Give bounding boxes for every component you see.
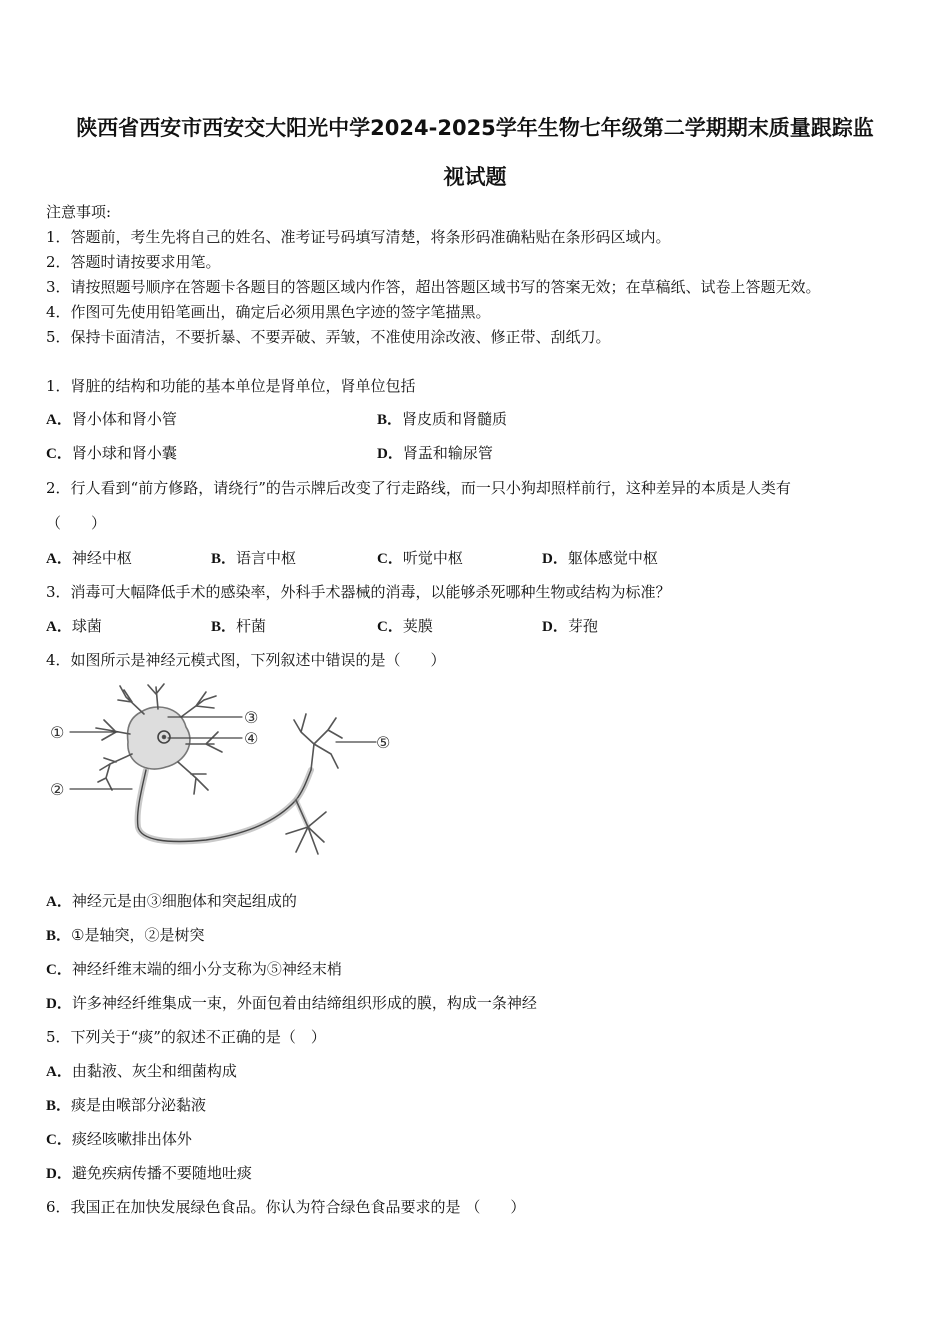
question-5-option-b (46, 1095, 206, 1116)
option-label: D． (46, 1166, 72, 1182)
option-text: 躯体感觉中枢 (567, 549, 658, 567)
notice-item: 5．保持卡面清洁，不要折暴、不要弄破、弄皱，不准使用涂改液、修正带、刮纸刀。 (46, 328, 611, 346)
option-text: 肾小球和肾小囊 (71, 444, 177, 462)
question-4-option-b (46, 925, 204, 946)
option-text: 杆菌 (236, 617, 267, 635)
notice-item: 1．答题前，考生先将自己的姓名、准考证号码填写清楚，将条形码准确粘贴在条形码区域内。 (46, 228, 671, 246)
option-label: C． (377, 619, 403, 635)
option-label: C． (46, 962, 72, 978)
option-text: 球菌 (71, 617, 102, 635)
question-2-stem-cont: （ ） (46, 514, 107, 532)
option-label: B． (211, 551, 237, 567)
question-2-option-d (542, 548, 658, 569)
question-4-option-a (46, 891, 297, 912)
option-text: 听觉中枢 (402, 549, 463, 567)
question-5-stem: 5．下列关于“痰”的叙述不正确的是（ ） (46, 1028, 326, 1046)
question-3-option-b (211, 616, 266, 637)
option-text: ①是轴突，②是树突 (71, 926, 205, 944)
option-label: B． (211, 619, 237, 635)
option-text: 许多神经纤维集成一束，外面包着由结缔组织形成的膜，构成一条神经 (71, 994, 537, 1012)
label-1: ① (50, 723, 65, 742)
option-text: 语言中枢 (236, 549, 297, 567)
option-label: A． (46, 1064, 72, 1080)
question-4-stem: 4．如图所示是神经元模式图，下列叙述中错误的是（ ） (46, 651, 446, 669)
question-4-option-c (46, 959, 342, 980)
document-title-line2: 视试题 (443, 165, 507, 189)
option-label: C． (377, 551, 403, 567)
notice-item: 2．答题时请按要求用笔。 (46, 253, 221, 271)
question-3-option-a (46, 616, 102, 637)
notice-heading: 注意事项: (46, 203, 112, 221)
option-text: 痰经咳嗽排出体外 (71, 1130, 192, 1148)
option-text: 芽孢 (567, 617, 598, 635)
option-text: 避免疾病传播不要随地吐痰 (71, 1164, 252, 1182)
question-4-option-d (46, 993, 537, 1014)
question-2-stem: 2．行人看到“前方修路，请绕行”的告示牌后改变了行走路线，而一只小狗却照样前行，这种差异的本质是人类有 (46, 479, 791, 497)
option-label: D． (542, 551, 568, 567)
notice-item: 3．请按照题号顺序在答题卡各题目的答题区域内作答，超出答题区域书写的答案无效；在草稿纸、试卷上答题无效。 (46, 278, 821, 296)
option-label: A． (46, 551, 72, 567)
question-3-option-d (542, 616, 598, 637)
option-text: 肾皮质和肾髓质 (402, 410, 508, 428)
label-5: ⑤ (376, 733, 391, 752)
question-1-option-b (377, 409, 507, 430)
option-label: B． (377, 412, 403, 428)
option-text: 由黏液、灰尘和细菌构成 (71, 1062, 237, 1080)
question-1-option-c (46, 443, 177, 464)
option-label: A． (46, 894, 72, 910)
question-2-option-a (46, 548, 132, 569)
option-text: 荚膜 (402, 617, 433, 635)
option-label: A． (46, 619, 72, 635)
option-label: C． (46, 1132, 72, 1148)
question-2-option-c (377, 548, 463, 569)
option-label: D． (542, 619, 568, 635)
option-text: 肾盂和输尿管 (402, 444, 493, 462)
option-label: D． (46, 996, 72, 1012)
question-5-option-d (46, 1163, 252, 1184)
option-text: 肾小体和肾小管 (71, 410, 177, 428)
label-3: ③ (244, 708, 259, 727)
question-6-stem: 6．我国正在加快发展绿色食品。你认为符合绿色食品要求的是 （ ） (46, 1198, 526, 1216)
option-text: 神经中枢 (71, 549, 132, 567)
option-label: C． (46, 446, 72, 462)
option-text: 痰是由喉部分泌黏液 (71, 1096, 207, 1114)
option-label: B． (46, 928, 72, 944)
option-text: 神经元是由③细胞体和突起组成的 (71, 892, 297, 910)
question-2-option-b (211, 548, 296, 569)
option-label: B． (46, 1098, 72, 1114)
question-5-option-c (46, 1129, 192, 1150)
notice-item: 4．作图可先使用铅笔画出，确定后必须用黑色字迹的签字笔描黑。 (46, 303, 491, 321)
question-3-option-c (377, 616, 433, 637)
option-label: A． (46, 412, 72, 428)
question-1-option-a (46, 409, 177, 430)
option-label: D． (377, 446, 403, 462)
document-title-line1: 陕西省西安市西安交大阳光中学2024-2025学年生物七年级第二学期期末质量跟踪监 (76, 116, 874, 140)
question-1-option-d (377, 443, 493, 464)
question-1-stem: 1．肾脏的结构和功能的基本单位是肾单位，肾单位包括 (46, 377, 416, 395)
label-4: ④ (244, 729, 259, 748)
question-5-option-a (46, 1061, 237, 1082)
option-text: 神经纤维末端的细小分支称为⑤神经末梢 (71, 960, 342, 978)
neuron-diagram (46, 682, 396, 862)
question-3-stem: 3．消毒可大幅降低手术的感染率，外科手术器械的消毒，以能够杀死哪种生物或结构为标准？ (46, 583, 671, 601)
neuron-illustration (46, 682, 396, 862)
label-2: ② (50, 780, 65, 799)
